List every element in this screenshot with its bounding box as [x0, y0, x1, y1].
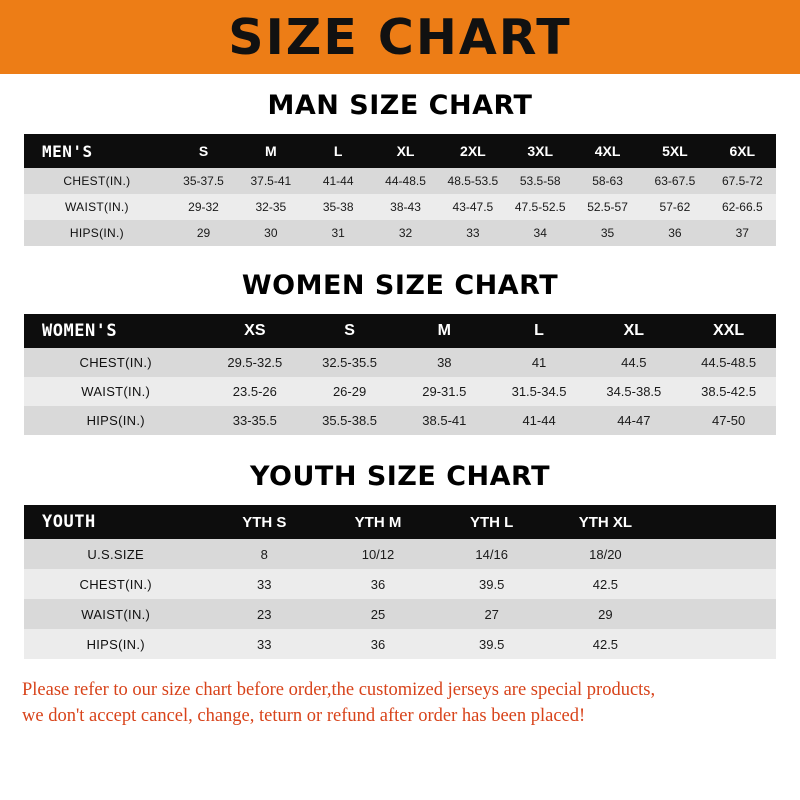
youth-row-label-ussize: U.S.SIZE	[87, 546, 144, 562]
cell: 67.5-72	[721, 174, 763, 188]
cell: 32-35	[255, 200, 287, 214]
cell: 27	[484, 606, 499, 622]
footer-disclaimer	[0, 677, 800, 730]
cell: 41	[531, 355, 547, 370]
cell: 41-44	[522, 413, 556, 428]
men-header-label: MEN'S	[42, 141, 93, 161]
women-row-label-chest: CHEST(IN.)	[79, 355, 152, 370]
cell: 38.5-42.5	[701, 384, 757, 399]
cell: 30	[264, 226, 278, 240]
cell: 43-47.5	[452, 200, 494, 214]
men-header-xl: XL	[396, 143, 415, 159]
men-header-5xl: 5XL	[662, 143, 688, 159]
cell: 34.5-38.5	[606, 384, 662, 399]
women-header-xl: XL	[623, 322, 645, 339]
cell: 37.5-41	[250, 174, 292, 188]
cell: 57-62	[659, 200, 691, 214]
cell: 32.5-35.5	[322, 355, 378, 370]
women-header-label: WOMEN'S	[42, 321, 118, 341]
table-row	[24, 194, 776, 220]
youth-section-title: YOUTH SIZE CHART	[249, 461, 551, 492]
footer-line-1: Please refer to our size chart before order,the customized jerseys are special products,	[22, 680, 656, 700]
youth-header-empty	[662, 505, 776, 539]
men-header-l: L	[333, 143, 343, 159]
footer-line-2: we don't accept cancel, change, teturn or refund after order has been placed!	[22, 706, 586, 727]
cell: 36	[370, 576, 386, 592]
cell: 29.5-32.5	[227, 355, 283, 370]
men-header-4xl: 4XL	[594, 143, 621, 159]
table-row	[24, 406, 776, 435]
women-header-s: S	[344, 322, 355, 339]
cell: 31.5-34.5	[511, 384, 567, 399]
men-row-label-hips: HIPS(IN.)	[69, 226, 124, 240]
youth-header-m: YTH M	[354, 513, 402, 531]
cell: 47.5-52.5	[514, 200, 566, 214]
cell: 33	[257, 576, 272, 592]
cell: 33-35.5	[232, 413, 277, 428]
cell	[662, 539, 776, 569]
youth-row-label-chest: CHEST(IN.)	[79, 576, 152, 592]
table-row	[24, 348, 776, 377]
cell: 35-38	[322, 200, 354, 214]
table-header-row	[24, 505, 776, 539]
man-section-title: MAN SIZE CHART	[267, 90, 533, 121]
table-header-row	[24, 314, 776, 348]
cell: 10/12	[361, 546, 395, 562]
table-row	[24, 220, 776, 246]
women-size-table	[24, 314, 776, 435]
youth-row-label-waist: WAIST(IN.)	[81, 606, 151, 622]
cell: 35-37.5	[183, 174, 224, 188]
women-header-m: M	[437, 322, 451, 339]
women-row-label-hips: HIPS(IN.)	[86, 413, 145, 428]
header-banner	[0, 0, 800, 74]
cell: 42.5	[592, 576, 619, 592]
cell: 29-31.5	[422, 384, 467, 399]
cell: 44-47	[617, 413, 651, 428]
youth-header-l: YTH L	[470, 513, 514, 531]
table-row	[24, 539, 776, 569]
women-header-xxl: XXL	[713, 322, 745, 339]
cell: 39.5	[479, 576, 505, 592]
table-row	[24, 569, 776, 599]
men-header-6xl: 6XL	[729, 143, 756, 159]
youth-header-s: YTH S	[242, 513, 287, 531]
cell: 44.5	[621, 355, 647, 370]
cell: 53.5-58	[519, 174, 561, 188]
cell	[662, 569, 776, 599]
cell: 33	[257, 636, 272, 652]
table-header-row	[24, 134, 776, 168]
cell: 29-32	[188, 200, 219, 214]
men-header-s: S	[198, 143, 209, 159]
cell: 14/16	[475, 546, 508, 562]
table-row	[24, 599, 776, 629]
cell: 26-29	[332, 384, 367, 399]
cell: 47-50	[711, 413, 746, 428]
cell: 36	[668, 226, 682, 240]
cell: 25	[370, 606, 386, 622]
cell: 44-48.5	[385, 174, 426, 188]
cell: 8	[260, 546, 268, 562]
cell: 23	[257, 606, 272, 622]
men-header-3xl: 3XL	[527, 143, 554, 159]
men-row-label-waist: WAIST(IN.)	[64, 200, 129, 214]
cell	[662, 629, 776, 659]
men-size-table	[24, 134, 776, 246]
cell: 34	[533, 226, 547, 240]
men-header-2xl: 2XL	[460, 143, 486, 159]
women-row-label-waist: WAIST(IN.)	[81, 384, 151, 399]
youth-row-label-hips: HIPS(IN.)	[86, 636, 145, 652]
cell: 31	[331, 226, 345, 240]
men-row-label-chest: CHEST(IN.)	[63, 174, 131, 188]
cell: 58-63	[592, 174, 623, 188]
cell: 29	[598, 606, 613, 622]
man-size-section	[0, 90, 800, 246]
cell: 32	[398, 226, 413, 240]
youth-header-xl: YTH XL	[578, 513, 633, 531]
cell: 29	[196, 226, 211, 240]
cell: 36	[370, 636, 386, 652]
cell: 23.5-26	[232, 384, 277, 399]
cell: 39.5	[479, 636, 505, 652]
table-row	[24, 377, 776, 406]
cell: 37	[735, 226, 749, 240]
cell: 35	[600, 226, 615, 240]
cell: 38-43	[390, 200, 421, 214]
table-row	[24, 168, 776, 194]
youth-header-label: YOUTH	[42, 512, 96, 532]
cell: 33	[466, 226, 480, 240]
cell: 52.5-57	[587, 200, 628, 214]
cell: 41-44	[322, 174, 354, 188]
page-title: SIZE CHART	[228, 8, 572, 66]
cell: 62-66.5	[721, 200, 763, 214]
women-header-l: L	[534, 322, 544, 339]
cell: 42.5	[592, 636, 619, 652]
women-header-xs: XS	[244, 322, 266, 339]
cell	[662, 599, 776, 629]
table-row	[24, 629, 776, 659]
cell: 63-67.5	[654, 174, 696, 188]
cell: 38.5-41	[422, 413, 467, 428]
youth-size-section	[0, 461, 800, 659]
men-header-m: M	[265, 143, 277, 159]
cell: 18/20	[589, 546, 622, 562]
cell: 48.5-53.5	[447, 174, 499, 188]
youth-size-table	[24, 505, 776, 659]
cell: 35.5-38.5	[322, 413, 378, 428]
cell: 38	[437, 355, 452, 370]
cell: 44.5-48.5	[701, 355, 757, 370]
women-section-title: WOMEN SIZE CHART	[241, 270, 559, 301]
women-size-section	[0, 270, 800, 435]
